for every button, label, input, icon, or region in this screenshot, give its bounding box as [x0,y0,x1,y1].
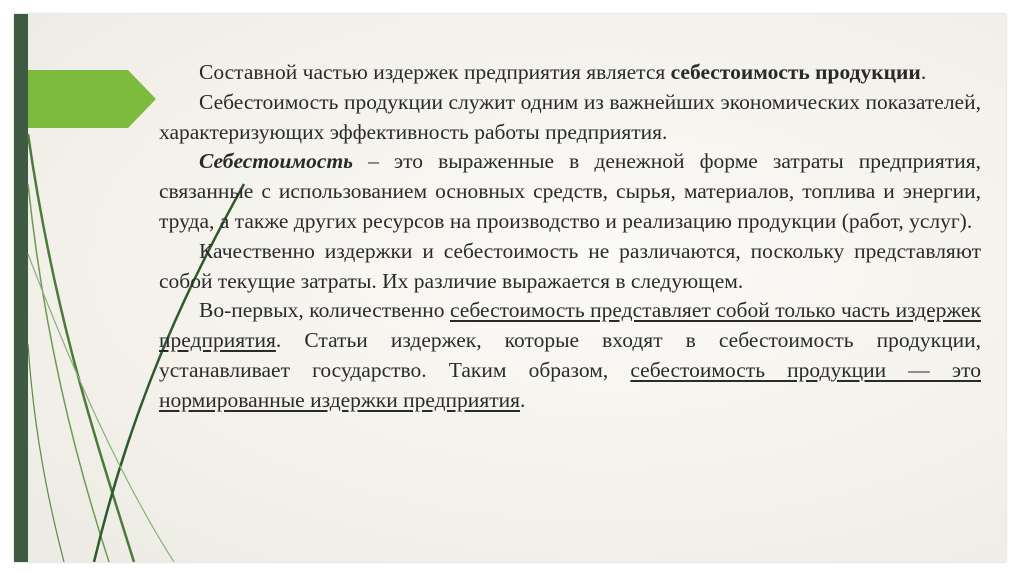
paragraph-2 [159,88,981,148]
slide-body-text [159,58,981,416]
text-run: – это выраженные в денежной форме затраты предприятия, связанные с использованием основных средств, сырья, материалов, топлива и энергии, труда, а также других ресурсов на производство и реализацию продукции (работ, услуг). [159,149,981,233]
underlined-phrase: себестоимость представляет собой только часть издержек предприятия [159,298,981,353]
bold-term: себестоимость продукции [670,60,921,84]
paragraph-3 [159,147,981,236]
text-run: Себестоимость продукции служит одним из важнейших экономических показателей, характеризующих эффективность работы предприятия. [159,89,981,144]
underlined-phrase: себестоимость продукции — это нормированные издержки предприятия [159,357,981,412]
text-run: . [520,387,526,412]
green-arrow-shape [28,70,156,128]
slide [14,14,1006,562]
text-run: . [920,60,927,84]
text-run: . Статьи издержек, которые входят в себестоимость продукции, устанавливает государство. Таким образом, [159,328,981,382]
paragraph-1 [159,58,981,88]
bold-italic-term: Себестоимость [199,149,353,174]
text-run: Составной частью издержек предприятия является [199,60,671,84]
text-run: Качественно издержки и себестоимость не различаются, поскольку представляют собой текущие затраты. Их различие выражается в следующем. [159,238,981,293]
paragraph-5 [159,296,981,415]
paragraph-4 [159,237,981,297]
text-run: Во-первых, количественно [199,298,450,323]
